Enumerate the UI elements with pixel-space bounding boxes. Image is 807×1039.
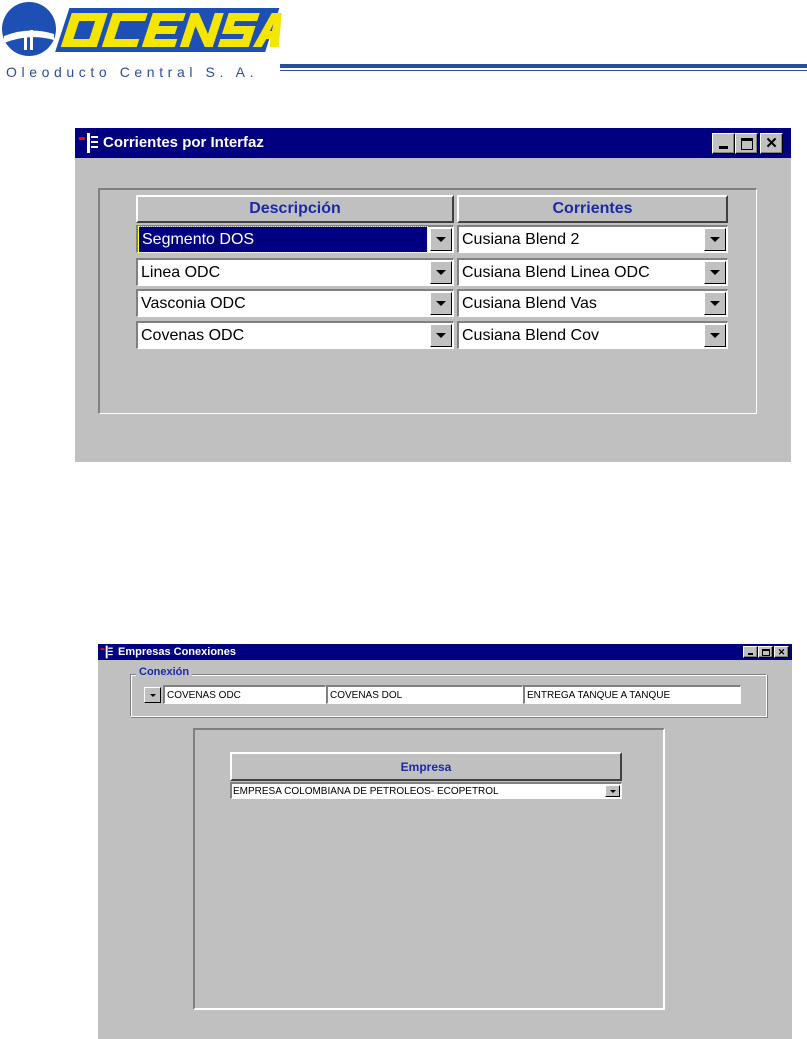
- window-title: Empresas Conexiones: [118, 646, 236, 658]
- chevron-down-icon: [710, 237, 720, 242]
- maximize-icon: [741, 138, 753, 150]
- conexion-tipo-value: ENTREGA TANQUE A TANQUE: [527, 689, 671, 701]
- minimize-icon: [719, 146, 728, 149]
- maximize-button[interactable]: [758, 646, 773, 658]
- descripcion-value: Linea ODC: [141, 263, 221, 281]
- dropdown-button[interactable]: [704, 228, 726, 251]
- chevron-down-icon: [436, 237, 446, 242]
- dropdown-button[interactable]: [605, 785, 620, 797]
- conexion-origen-value: COVENAS ODC: [167, 689, 241, 701]
- corriente-combo[interactable]: [457, 225, 728, 253]
- corrientes-window: [75, 128, 791, 462]
- close-icon: ✕: [777, 646, 786, 657]
- descripcion-combo[interactable]: [136, 225, 454, 253]
- empresa-combo[interactable]: [230, 782, 622, 799]
- logo-subtitle: Oleoducto Central S. A.: [6, 64, 259, 80]
- descripcion-value: Segmento DOS: [139, 227, 427, 252]
- window-title: Corrientes por Interfaz: [103, 134, 264, 151]
- logo-rule: [280, 64, 807, 68]
- window-controls: [743, 646, 789, 658]
- column-header-corrientes[interactable]: Corrientes: [457, 195, 728, 223]
- dropdown-button[interactable]: [430, 228, 452, 251]
- dropdown-button[interactable]: [704, 324, 726, 347]
- ocensa-logo-graphic: [0, 0, 290, 64]
- empresas-titlebar: [98, 644, 792, 660]
- column-header-descripcion[interactable]: Descripción: [136, 195, 454, 223]
- corrientes-titlebar: [75, 128, 791, 158]
- chevron-down-icon: [710, 333, 720, 338]
- chevron-down-icon: [436, 301, 446, 306]
- corriente-combo[interactable]: [457, 321, 728, 349]
- dropdown-button[interactable]: [704, 292, 726, 315]
- maximize-button[interactable]: [735, 133, 758, 154]
- empresa-value: EMPRESA COLOMBIANA DE PETROLEOS- ECOPETROL: [233, 785, 499, 797]
- corriente-value: Cusiana Blend Cov: [462, 326, 599, 344]
- logo-rule-thin: [280, 70, 807, 71]
- descripcion-combo[interactable]: [136, 258, 454, 286]
- corriente-value: Cusiana Blend 2: [462, 230, 580, 248]
- close-button[interactable]: [760, 133, 783, 154]
- conexion-dropdown-button[interactable]: [144, 687, 161, 703]
- maximize-icon: [762, 649, 770, 656]
- descripcion-combo[interactable]: [136, 289, 454, 317]
- descripcion-value: Vasconia ODC: [141, 294, 246, 312]
- column-header-empresa[interactable]: Empresa: [230, 752, 622, 781]
- corriente-value: Cusiana Blend Linea ODC: [462, 263, 650, 281]
- empresas-window: [98, 644, 792, 1039]
- dropdown-button[interactable]: [704, 261, 726, 284]
- conexion-field-tipo[interactable]: [523, 685, 741, 704]
- corriente-value: Cusiana Blend Vas: [462, 294, 597, 312]
- ocensa-logo: [0, 0, 807, 90]
- chevron-down-icon: [436, 333, 446, 338]
- minimize-button[interactable]: [743, 646, 758, 658]
- dropdown-button[interactable]: [430, 261, 452, 284]
- close-icon: ✕: [765, 135, 778, 152]
- close-button[interactable]: [774, 646, 789, 658]
- app-icon: [78, 132, 100, 154]
- conexion-label: Conexión: [136, 666, 192, 678]
- minimize-icon: [748, 653, 753, 655]
- descripcion-combo[interactable]: [136, 321, 454, 349]
- corriente-combo[interactable]: [457, 258, 728, 286]
- window-controls: [712, 133, 783, 154]
- chevron-down-icon: [436, 270, 446, 275]
- chevron-down-icon: [710, 301, 720, 306]
- app-icon: [100, 645, 114, 659]
- minimize-button[interactable]: [712, 133, 735, 154]
- chevron-down-icon: [610, 790, 616, 793]
- descripcion-value: Covenas ODC: [141, 326, 245, 344]
- chevron-down-icon: [710, 270, 720, 275]
- conexion-destino-value: COVENAS DOL: [330, 689, 403, 701]
- chevron-down-icon: [150, 694, 156, 697]
- dropdown-button[interactable]: [430, 324, 452, 347]
- dropdown-button[interactable]: [430, 292, 452, 315]
- corriente-combo[interactable]: [457, 289, 728, 317]
- conexion-field-origen[interactable]: [163, 685, 326, 704]
- conexion-field-destino[interactable]: [326, 685, 523, 704]
